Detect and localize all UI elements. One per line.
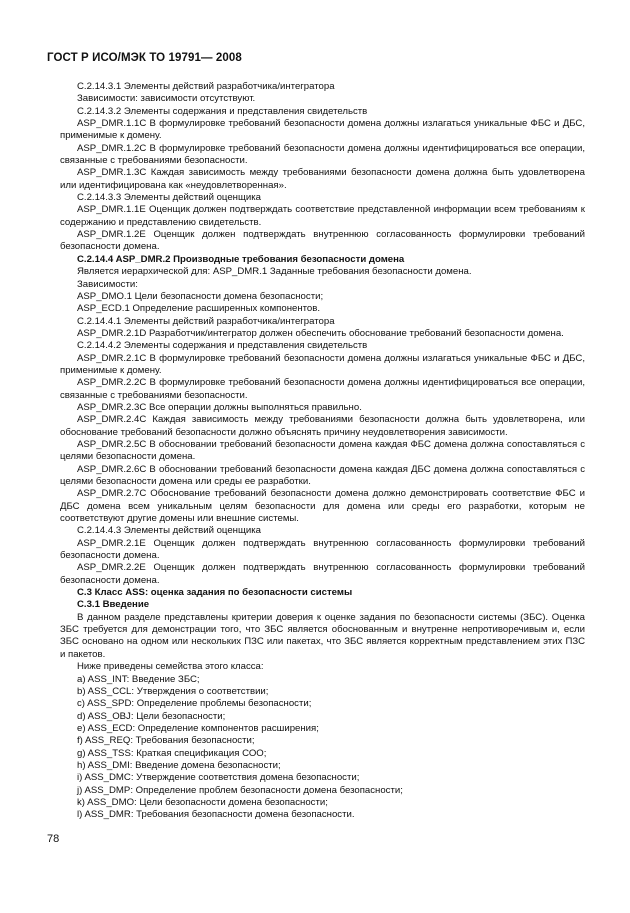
paragraph: ASP_DMR.2.7C Обоснование требований безопасности домена должно демонстрировать соответствие ФБС и ДБС домена всем уникальным целям безопасности для домена или среды его разработки, которым не соответствуют другие домены или внешние системы. (60, 488, 585, 525)
section-heading: C.2.14.4 ASP_DMR.2 Производные требования безопасности домена (77, 253, 405, 265)
paragraph: k) ASS_DMO: Цели безопасности домена безопасности; (77, 796, 328, 808)
paragraph: ASP_ECD.1 Определение расширенных компонентов. (77, 303, 321, 315)
paragraph: Является иерархической для: ASP_DMR.1 Заданные требования безопасности домена. (77, 266, 472, 278)
paragraph: C.2.14.3.1 Элементы действий разработчика/интегратора (77, 81, 335, 92)
paragraph: ASP_DMR.1.3C Каждая зависимость между требованиями безопасности домена должна быть удовлетворена или идентифицирована как «неудовлетворенная». (60, 167, 585, 191)
page-number: 78 (47, 833, 60, 845)
paragraph: ASP_DMR.2.1E Оценщик должен подтверждать внутреннюю согласованность формулировки требований безопасности домена. (60, 537, 585, 562)
paragraph: ASP_DMR.2.1D Разработчик/интегратор должен обеспечить обоснование требований безопасности домена. (77, 327, 564, 339)
paragraph: h) ASS_DMI: Введение домена безопасности; (77, 759, 281, 771)
paragraph: ASP_DMR.2.5C В обосновании требований безопасности домена каждая ФБС домена должна сопоставляться с целями безопасности домена. (60, 438, 585, 463)
paragraph: c) ASS_SPD: Определение проблемы безопасности; (77, 698, 312, 710)
paragraph: ASP_DMR.2.3C Все операции должны выполняться правильно. (77, 401, 362, 413)
paragraph: ASP_DMR.1.2C В формулировке требований безопасности домена должны идентифицироваться все операции, связанные с требованиями безопасности. (60, 142, 585, 167)
paragraph: ASP_DMR.2.1C В формулировке требований безопасности домена должны излагаться уникальные ФБС и ДБС, применимые к домену. (60, 352, 585, 376)
paragraph: j) ASS_DMP: Определение проблем безопасности домена безопасности; (77, 784, 403, 796)
paragraph: b) ASS_CCL: Утверждения о соответствии; (77, 685, 269, 697)
paragraph: d) ASS_OBJ: Цели безопасности; (77, 710, 226, 722)
paragraph: ASP_DMR.2.2E Оценщик должен подтверждать внутреннюю согласованность формулировки требований безопасности домена. (60, 562, 585, 586)
paragraph: ASP_DMR.2.6C В обосновании требований безопасности домена каждая ДБС домена должна сопоставляться с целями безопасности домена или среды ее разработки. (60, 463, 585, 487)
document-body (60, 81, 585, 822)
paragraph: Зависимости: (77, 278, 138, 290)
paragraph: C.2.14.3.3 Элементы действий оценщика (77, 192, 261, 204)
paragraph: ASP_DMR.1.1C В формулировке требований безопасности домена должны излагаться уникальные ФБС и ДБС, применимые к домену. (60, 118, 585, 142)
paragraph: l) ASS_DMR: Требования безопасности домена безопасности. (77, 809, 355, 821)
paragraph: C.2.14.4.3 Элементы действий оценщика (77, 525, 261, 537)
paragraph: Зависимости: зависимости отсутствуют. (77, 93, 256, 105)
paragraph: C.2.14.4.2 Элементы содержания и представления свидетельств (77, 340, 368, 352)
paragraph: ASP_DMO.1 Цели безопасности домена безопасности; (77, 290, 324, 302)
paragraph: ASP_DMR.1.2E Оценщик должен подтверждать внутреннюю согласованность формулировки требований безопасности домена. (60, 229, 585, 253)
document-header: ГОСТ Р ИСО/МЭК ТО 19791— 2008 (47, 52, 242, 64)
paragraph: ASP_DMR.2.2C В формулировке требований безопасности домена должны идентифицироваться все операции, связанные с требованиями безопасности. (60, 377, 585, 401)
paragraph: i) ASS_DMC: Утверждение соответствия домена безопасности; (77, 772, 360, 784)
paragraph: Ниже приведены семейства этого класса: (77, 661, 264, 673)
paragraph: a) ASS_INT: Введение ЗБС; (77, 673, 200, 685)
paragraph: ASP_DMR.1.1E Оценщик должен подтверждать соответствие представленной информации всем требованиям к содержанию и представлению свидетельств. (60, 204, 585, 228)
section-heading: C.3.1 Введение (77, 599, 150, 611)
paragraph: f) ASS_REQ: Требования безопасности; (77, 735, 255, 747)
paragraph: g) ASS_TSS: Краткая спецификация СОО; (77, 747, 267, 759)
paragraph: e) ASS_ECD: Определение компонентов расширения; (77, 722, 319, 734)
paragraph: C.2.14.3.2 Элементы содержания и представления свидетельств (77, 105, 368, 117)
paragraph: C.2.14.4.1 Элементы действий разработчика/интегратора (77, 315, 335, 327)
paragraph: ASP_DMR.2.4C Каждая зависимость между требованиями безопасности должна быть удовлетворена, или обоснование требований безопасности должно объяснять причину неудовлетворения зависимости. (60, 414, 585, 438)
section-heading: C.3 Класс ASS: оценка задания по безопасности системы (77, 587, 353, 599)
paragraph: В данном разделе представлены критерии доверия к оценке задания по безопасности системы (ЗБС). Оценка ЗБС требуется для демонстрации того, что ЗБС является обоснованным и внутренне непротиворечивым и, если ЗБС основано на одном или нескольких ПЗС или пакетах, что ЗБС является корректным представлением этих ПЗС и пакетов. (60, 611, 585, 660)
